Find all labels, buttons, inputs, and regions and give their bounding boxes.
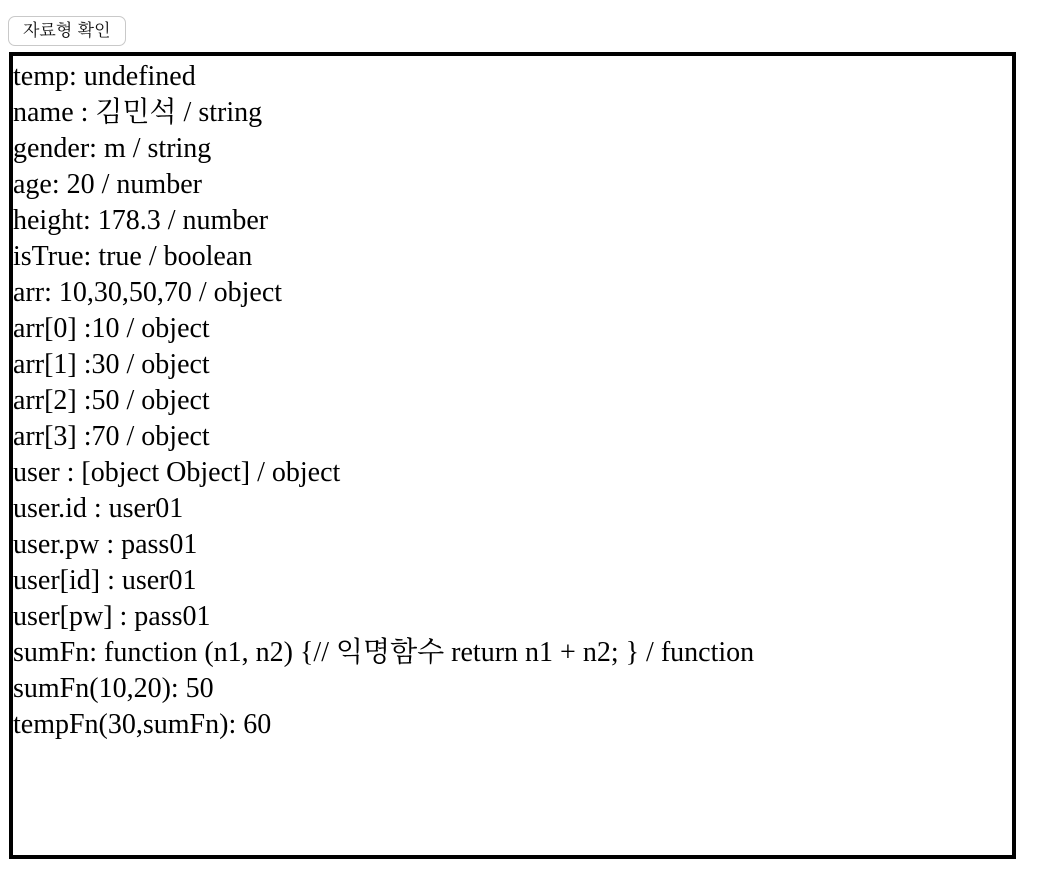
- output-line-user: user : [object Object] / object: [13, 457, 341, 488]
- check-type-button[interactable]: 자료형 확인: [8, 16, 126, 46]
- output-line-age: age: 20 / number: [13, 169, 202, 200]
- output-line-arr-2: arr[2] :50 / object: [13, 385, 210, 416]
- output-line-gender: gender: m / string: [13, 133, 212, 164]
- output-line-temp: temp: undefined: [13, 61, 196, 92]
- output-line-arr: arr: 10,30,50,70 / object: [13, 277, 283, 308]
- output-line-arr-3: arr[3] :70 / object: [13, 421, 210, 452]
- output-line-user-id: user.id : user01: [13, 493, 184, 524]
- output-line-name: name : 김민석 / string: [13, 97, 263, 128]
- output-line-user-bracket-pw: user[pw] : pass01: [13, 601, 211, 632]
- output-line-sumfn-call: sumFn(10,20): 50: [13, 673, 214, 704]
- output-line-height: height: 178.3 / number: [13, 205, 269, 236]
- output-line-tempfn-call: tempFn(30,sumFn): 60: [13, 709, 272, 740]
- output-box: [9, 52, 1016, 859]
- output-line-user-bracket-id: user[id] : user01: [13, 565, 197, 596]
- output-line-sumfn: sumFn: function (n1, n2) {// 익명함수 return n1 + n2; } / function: [13, 637, 755, 668]
- output-line-user-pw: user.pw : pass01: [13, 529, 198, 560]
- output-line-arr-1: arr[1] :30 / object: [13, 349, 210, 380]
- output-line-arr-0: arr[0] :10 / object: [13, 313, 210, 344]
- output-line-istrue: isTrue: true / boolean: [13, 241, 253, 272]
